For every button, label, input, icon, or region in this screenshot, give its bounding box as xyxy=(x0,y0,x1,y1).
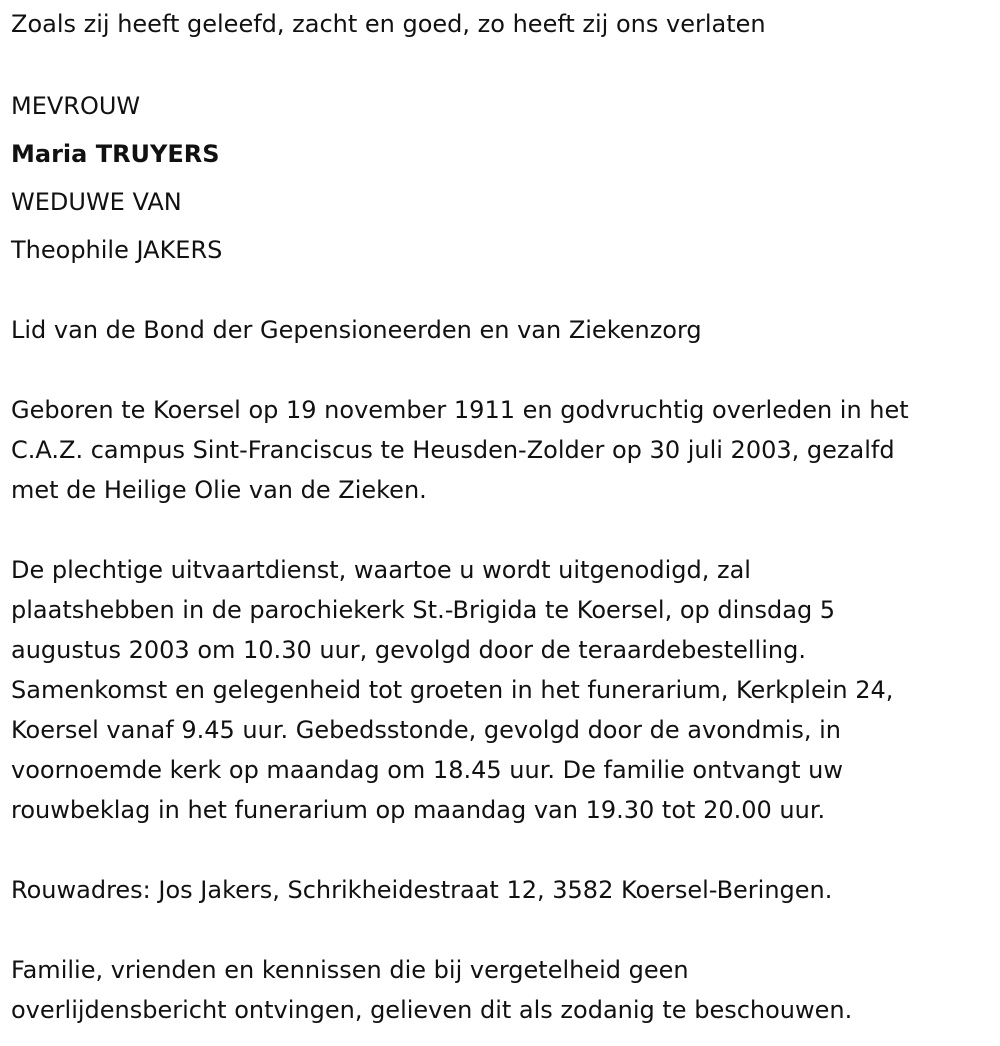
closing-line-1: Familie, vrienden en kennissen die bij vergetelheid geen xyxy=(11,956,689,984)
relation: WEDUWE VAN xyxy=(11,188,182,216)
funeral-line-4: Samenkomst en gelegenheid tot groeten in het funerarium, Kerkplein 24, xyxy=(11,676,894,704)
closing-line-2: overlijdensbericht ontvingen, gelieven dit als zodanig te beschouwen. xyxy=(11,996,853,1024)
funeral-line-7: rouwbeklag in het funerarium op maandag van 19.30 tot 20.00 uur. xyxy=(11,796,826,824)
membership: Lid van de Bond der Gepensioneerden en van Ziekenzorg xyxy=(11,316,702,344)
funeral-line-5: Koersel vanaf 9.45 uur. Gebedsstonde, gevolgd door de avondmis, in xyxy=(11,716,842,744)
title-prefix: MEVROUW xyxy=(11,92,141,120)
birth-death-line-2: C.A.Z. campus Sint-Franciscus te Heusden-Zolder op 30 juli 2003, gezalfd xyxy=(11,436,895,464)
birth-death-line-3: met de Heilige Olie van de Zieken. xyxy=(11,476,427,504)
spouse-name: Theophile JAKERS xyxy=(11,236,223,264)
mourning-address: Rouwadres: Jos Jakers, Schrikheidestraat 12, 3582 Koersel-Beringen. xyxy=(11,876,833,904)
birth-death-line-1: Geboren te Koersel op 19 november 1911 en godvruchtig overleden in het xyxy=(11,396,909,424)
funeral-line-6: voornoemde kerk op maandag om 18.45 uur. De familie ontvangt uw xyxy=(11,756,843,784)
motto: Zoals zij heeft geleefd, zacht en goed, zo heeft zij ons verlaten xyxy=(11,10,766,38)
funeral-line-2: plaatshebben in de parochiekerk St.-Brigida te Koersel, op dinsdag 5 xyxy=(11,596,836,624)
funeral-line-1: De plechtige uitvaartdienst, waartoe u wordt uitgenodigd, zal xyxy=(11,556,751,584)
deceased-name: Maria TRUYERS xyxy=(11,140,220,168)
funeral-line-3: augustus 2003 om 10.30 uur, gevolgd door de teraardebestelling. xyxy=(11,636,806,664)
